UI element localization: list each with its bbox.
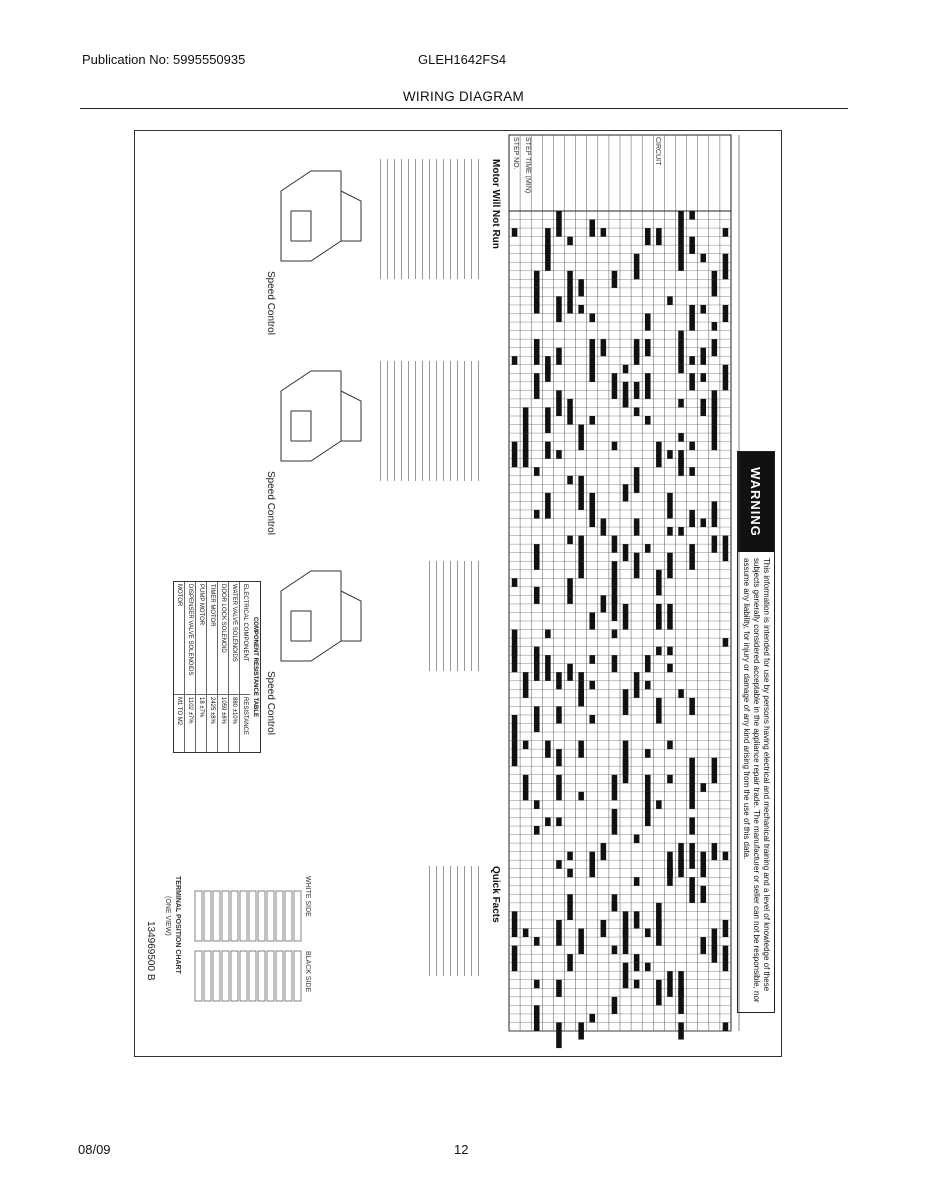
page-title: WIRING DIAGRAM bbox=[402, 89, 525, 104]
component-name: DOOR LOCK SOLENOID bbox=[220, 584, 226, 653]
component-resistance: 2425 ±8% bbox=[207, 694, 217, 752]
terminal-chart-title: TERMINAL POSITION CHART bbox=[174, 876, 181, 974]
speed-control-label-1: Speed Control bbox=[265, 271, 276, 335]
component-name: ELECTRICAL COMPONENT bbox=[242, 584, 248, 662]
terminal-cell bbox=[195, 891, 202, 941]
component-resistance: 18 ±7% bbox=[196, 694, 206, 752]
component-resistance: 1102 ±7% bbox=[185, 694, 195, 752]
terminal-cell bbox=[276, 891, 283, 941]
terminal-cell bbox=[267, 891, 274, 941]
motor-will-not-run-title: Motor Will Not Run bbox=[490, 159, 501, 249]
step-no-label: STEP NO. bbox=[512, 137, 519, 170]
component-name: WATER VALVE SOLENOIDS bbox=[231, 584, 237, 662]
terminal-cell bbox=[240, 951, 247, 1001]
terminal-cell bbox=[231, 951, 238, 1001]
speed-control-label-2: Speed Control bbox=[265, 471, 276, 535]
component-resistance: M1 TO M2 bbox=[174, 694, 184, 752]
header-rule bbox=[80, 108, 848, 109]
terminal-cell bbox=[267, 951, 274, 1001]
quick-facts-title: Quick Facts bbox=[490, 866, 501, 923]
terminal-cell bbox=[285, 891, 292, 941]
warning-label: WARNING bbox=[738, 452, 774, 552]
part-number: 134969500 B bbox=[145, 921, 156, 981]
component-table-title: COMPONENT RESISTANCE TABLE bbox=[252, 616, 258, 718]
model-number: GLEH1642FS4 bbox=[418, 52, 507, 67]
rotated-diagram bbox=[135, 131, 781, 1056]
component-resistance: 1059 ±8% bbox=[218, 694, 228, 752]
terminal-cell bbox=[249, 951, 256, 1001]
warning-text: This information is intended for use by persons having electrical and mechanical training and a level of knowledge of these subjects generally considered acceptable in the appliance repair trade. The manufacturer or seller can not be responsible, nor assume any liability, for injury or damage of any kind arising from the use of this data. bbox=[742, 558, 771, 1003]
speed-control-label-3: Speed Control bbox=[265, 671, 276, 735]
black-side-label: BLACK SIDE bbox=[304, 951, 311, 993]
terminal-cell bbox=[258, 891, 265, 941]
terminal-cell bbox=[222, 891, 229, 941]
component-resistance: RESISTANCE bbox=[240, 694, 250, 752]
terminal-cell bbox=[294, 951, 301, 1001]
terminal-cell bbox=[258, 951, 265, 1001]
terminal-cell bbox=[285, 951, 292, 1001]
terminal-cell bbox=[249, 891, 256, 941]
terminal-cell bbox=[294, 891, 301, 941]
terminal-cell bbox=[204, 891, 211, 941]
white-side-label: WHITE SIDE bbox=[304, 876, 311, 917]
terminal-position-chart bbox=[135, 131, 781, 1056]
component-name: TIMER MOTOR bbox=[209, 584, 215, 627]
terminal-cell bbox=[195, 951, 202, 1001]
step-time-label: STEP TIME (MIN) bbox=[524, 137, 531, 194]
terminal-chart-sub: (ONE VIEW) bbox=[164, 896, 171, 936]
circuit-label: CIRCUIT bbox=[654, 137, 661, 166]
terminal-cell bbox=[222, 951, 229, 1001]
footer-date: 08/09 bbox=[78, 1142, 111, 1157]
publication-number: Publication No: 5995550935 bbox=[82, 52, 246, 67]
terminal-cell bbox=[276, 951, 283, 1001]
component-name: PUMP MOTOR bbox=[198, 584, 204, 626]
component-name: DISPENSER VALVE SOLENOIDS bbox=[187, 584, 193, 676]
component-name: MOTOR bbox=[176, 584, 182, 607]
terminal-cell bbox=[240, 891, 247, 941]
page-number: 12 bbox=[454, 1142, 469, 1157]
wiring-diagram-frame bbox=[134, 130, 782, 1057]
terminal-cell bbox=[213, 951, 220, 1001]
terminal-cell bbox=[231, 891, 238, 941]
terminal-cell bbox=[213, 891, 220, 941]
terminal-cell bbox=[204, 951, 211, 1001]
component-resistance: 880 ±10% bbox=[229, 694, 239, 752]
